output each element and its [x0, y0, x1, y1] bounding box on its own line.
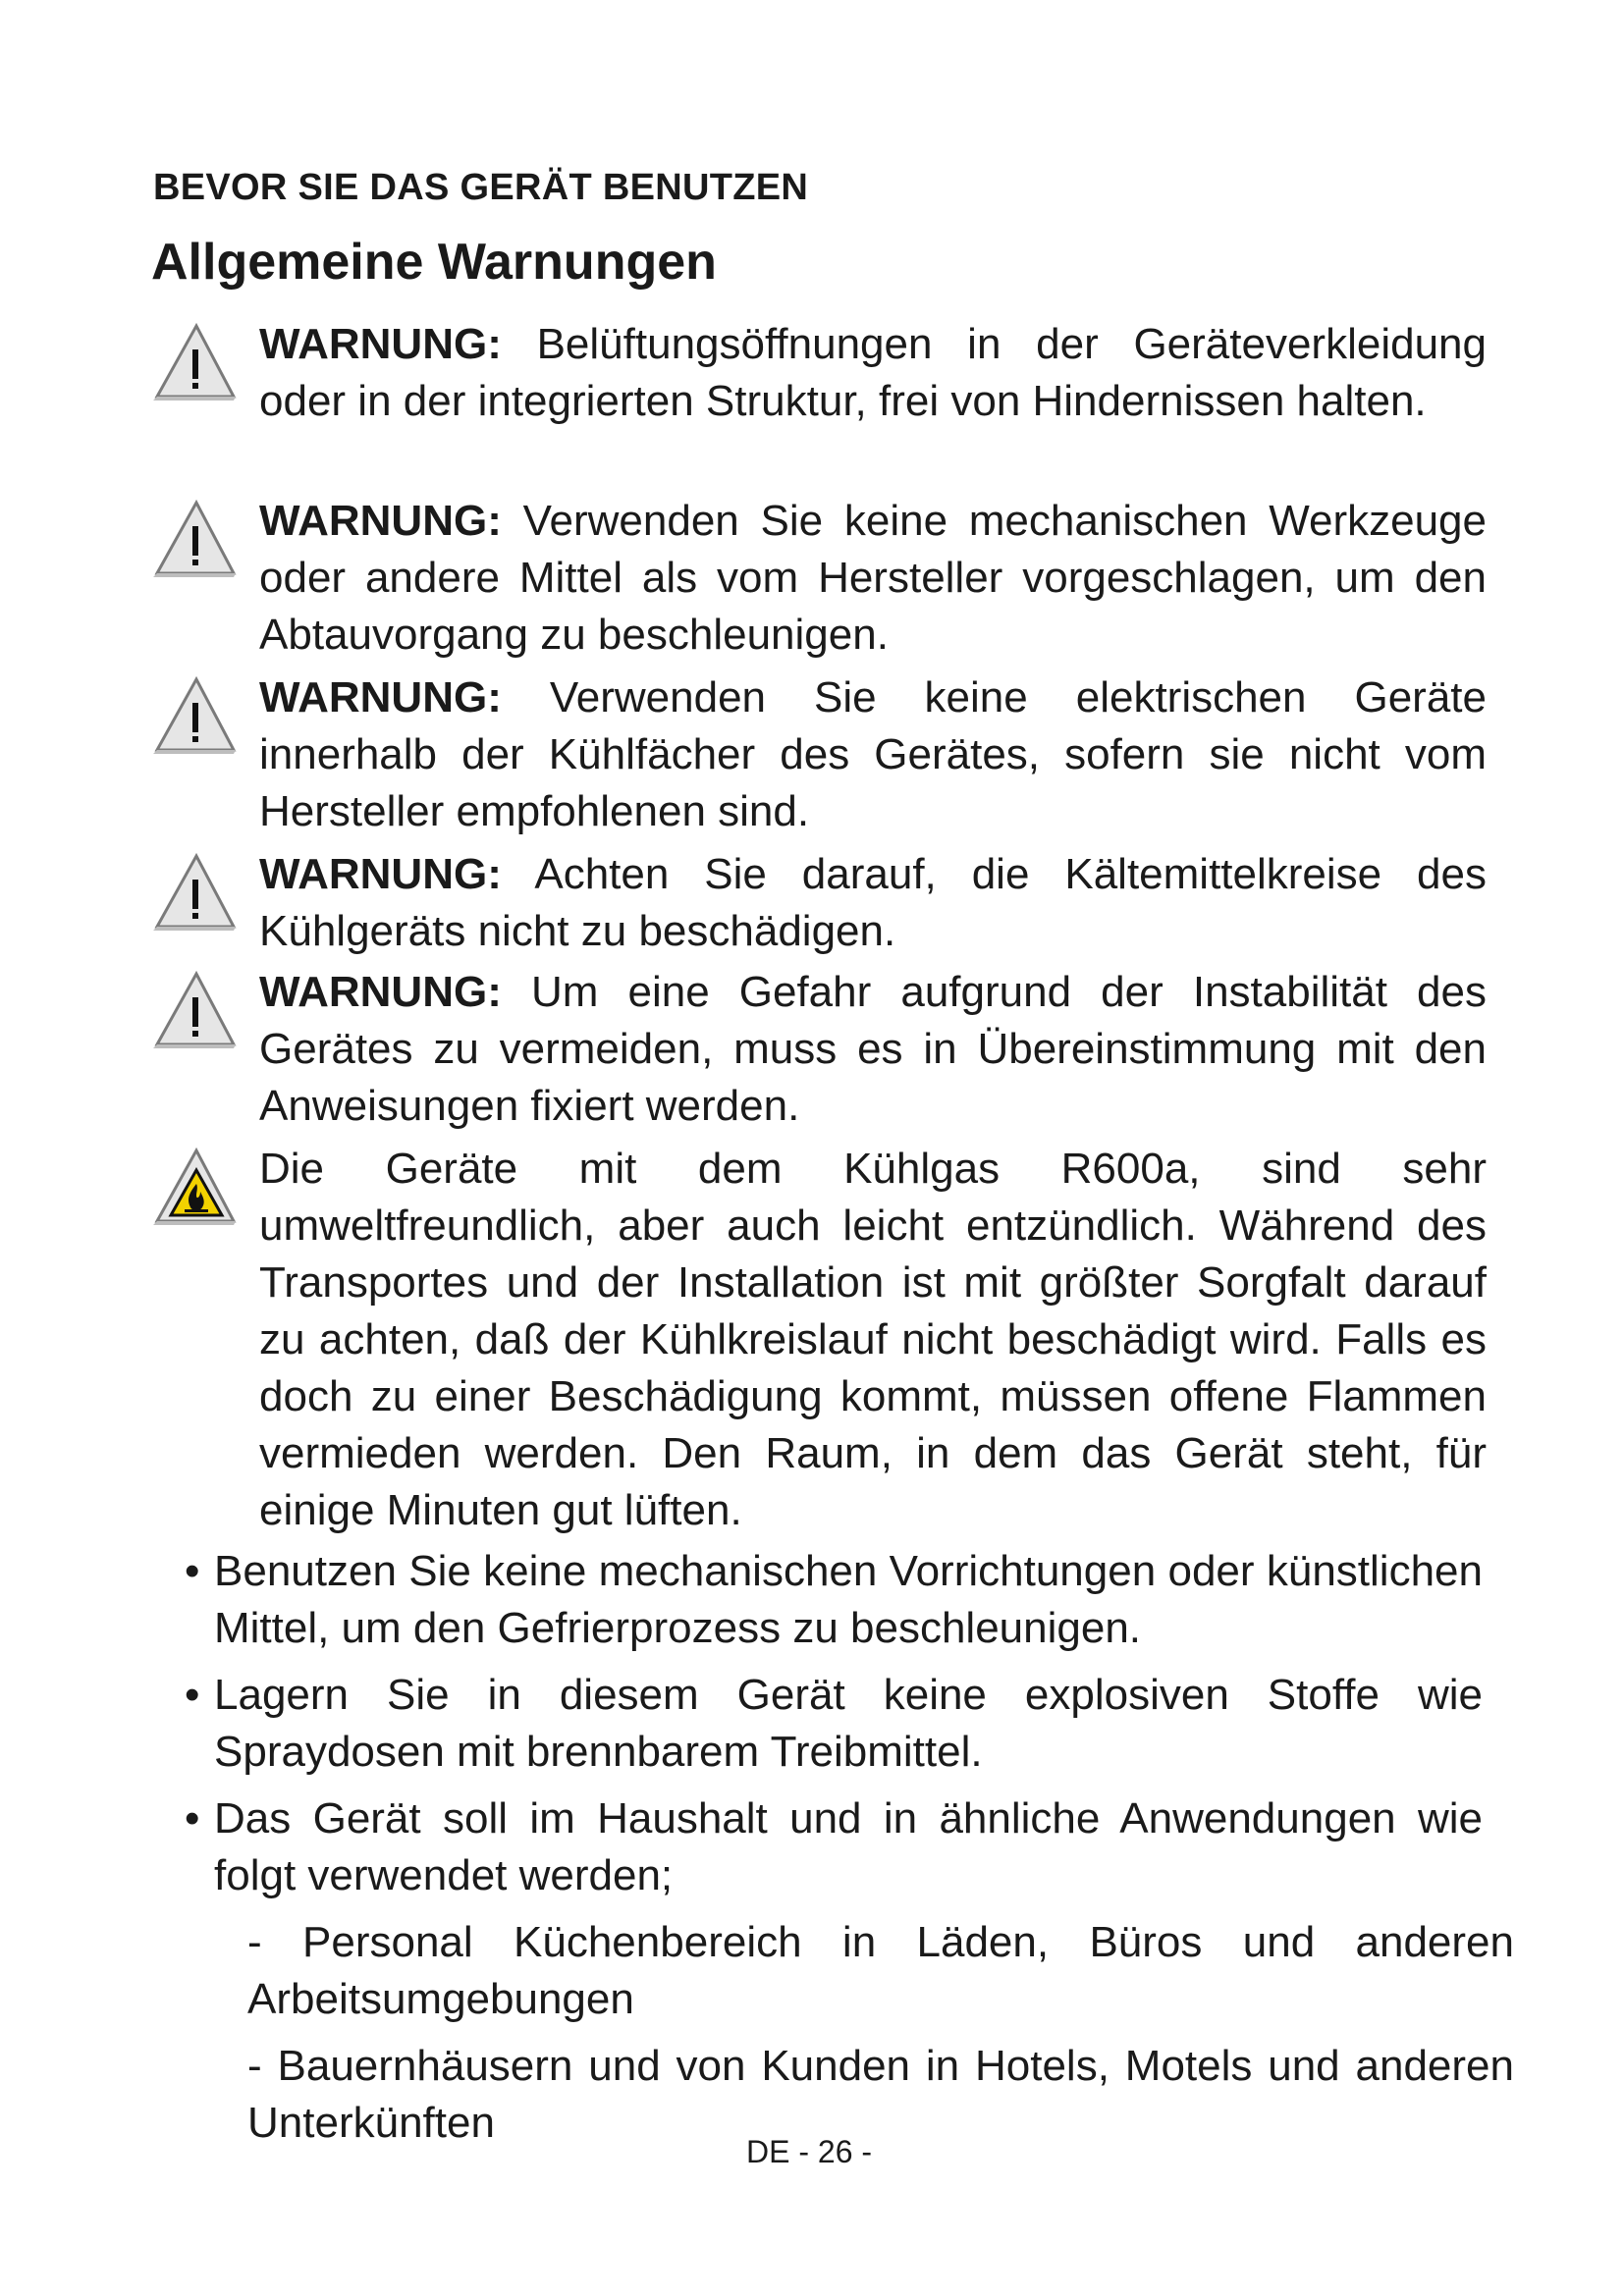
warning-lead: WARNUNG: [259, 320, 502, 368]
page-number: DE - 26 - [746, 2134, 873, 2169]
warning-lead: WARNUNG: [259, 673, 502, 721]
bullet-text: Das Gerät soll im Haushalt und in ähnliche Anwendungen wie folgt verwendet werden; [214, 1794, 1483, 1899]
warning-triangle-icon [151, 320, 240, 402]
warning-text: Um eine Gefahr aufgrund der Instabilität des Gerätes zu vermeiden, muss es in Übereinstimmung mit den Anweisungen fixiert werden. [259, 968, 1487, 1130]
section-heading: BEVOR SIE DAS GERÄT BENUTZEN [153, 167, 809, 208]
bullet-mark: • [185, 1671, 200, 1719]
warning-text: Verwenden Sie keine mechanischen Werkzeuge oder andere Mittel als vom Hersteller vorgeschlagen, um den Abtauvorgang zu beschleunigen. [259, 497, 1487, 659]
warning-lead: WARNUNG: [259, 968, 502, 1016]
list-item [185, 1790, 1483, 1904]
bullet-text: Benutzen Sie keine mechanischen Vorrichtungen oder künstlichen Mittel, um den Gefrierprozess zu beschleunigen. [214, 1547, 1483, 1652]
bullet-mark: • [185, 1547, 200, 1595]
bullet-mark: • [185, 1794, 200, 1842]
warning-triangle-icon [151, 850, 240, 933]
flammable-hazard-icon [151, 1145, 240, 1227]
warning-text: Verwenden Sie keine elektrischen Geräte innerhalb der Kühlfächer des Gerätes, sofern sie nicht vom Hersteller empfohlenen sind. [259, 673, 1487, 835]
warning-lead: WARNUNG: [259, 497, 502, 545]
warning-lead: WARNUNG: [259, 850, 502, 898]
warning-triangle-icon [151, 497, 240, 579]
list-item [185, 1543, 1483, 1657]
page-title: Allgemeine Warnungen [151, 234, 717, 291]
warning-triangle-icon [151, 968, 240, 1050]
sub-list-item: - Personal Küchenbereich in Läden, Büros und anderen Arbeitsumgebungen [247, 1918, 1514, 2023]
sub-list-item: - Bauernhäusern und von Kunden in Hotels, Motels und anderen Unterkünften [247, 2042, 1514, 2147]
flammable-text: Die Geräte mit dem Kühlgas R600a, sind sehr umweltfreundlich, aber auch leicht entzündlich. Während des Transportes und der Installation ist mit größter Sorgfalt darauf zu achten, daß der Kühlkreislauf nicht beschädigt wird. Falls es doch zu einer Beschädigung kommt, müssen offene Flammen vermieden werden. Den Raum, in dem das Gerät steht, für einige Minuten gut lüften. [259, 1145, 1487, 1534]
warning-triangle-icon [151, 673, 240, 756]
warning-text: Achten Sie darauf, die Kältemittelkreise des Kühlgeräts nicht zu beschädigen. [259, 850, 1487, 955]
warning-text: Belüftungsöffnungen in der Geräteverkleidung oder in der integrierten Struktur, frei von Hindernissen halten. [259, 320, 1487, 425]
list-item [185, 1667, 1483, 1781]
bullet-text: Lagern Sie in diesem Gerät keine explosiven Stoffe wie Spraydosen mit brennbarem Treibmittel. [214, 1671, 1483, 1776]
